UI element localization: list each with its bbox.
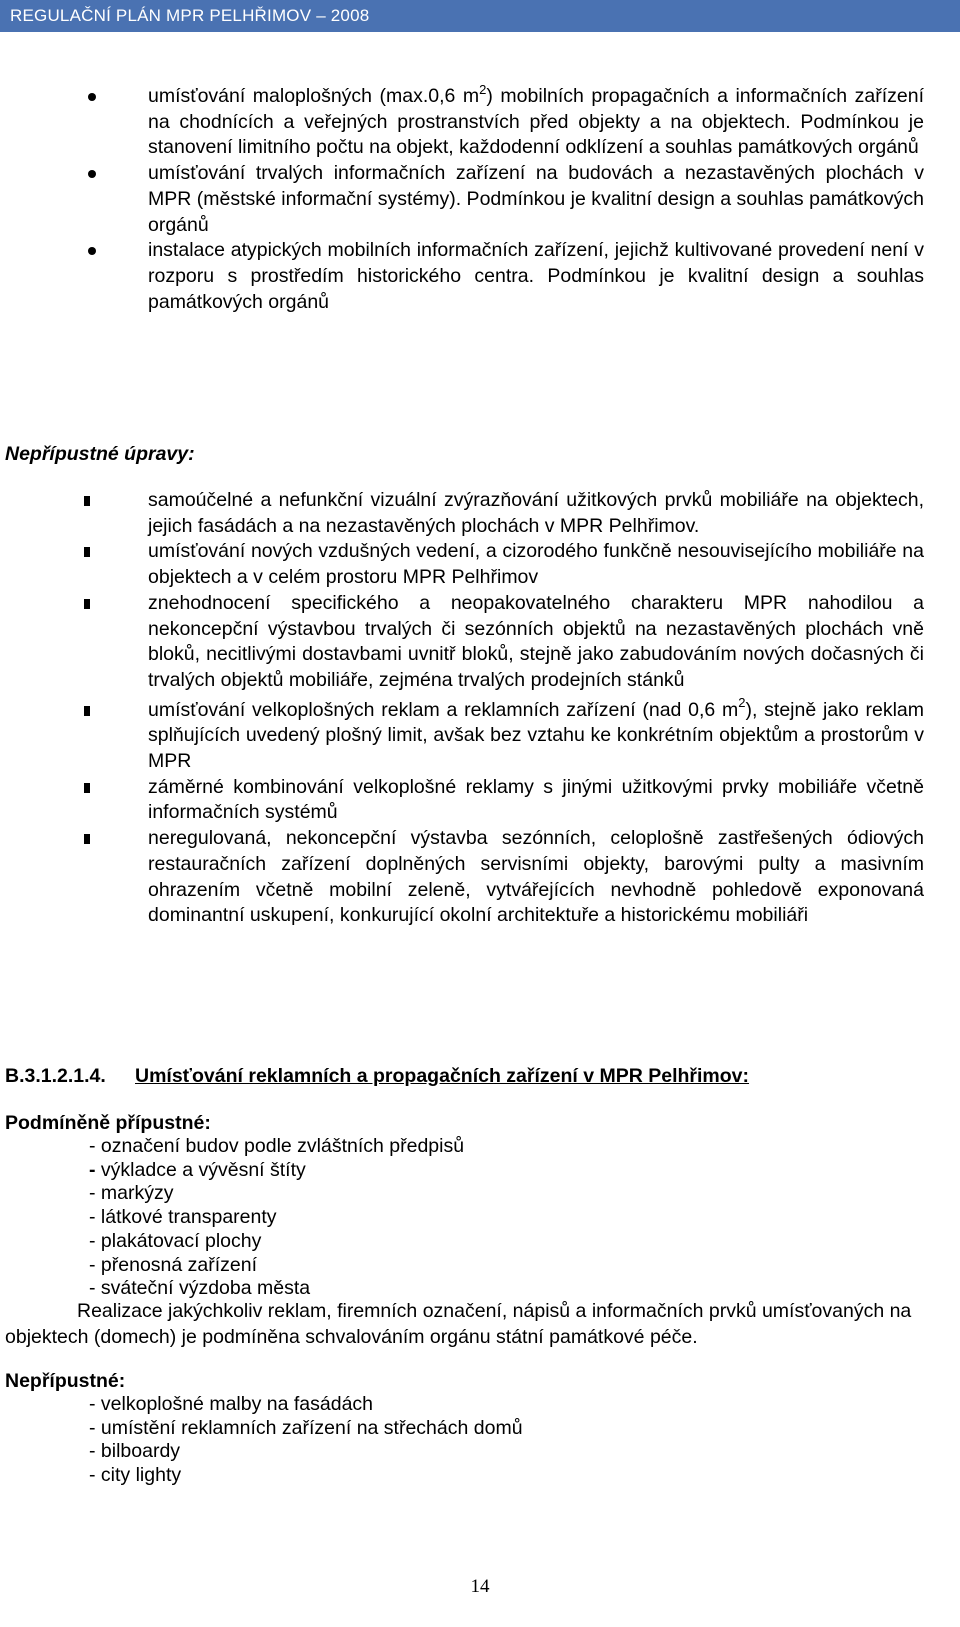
section-title xyxy=(5,1065,749,1088)
page-header: REGULAČNÍ PLÁN MPR PELHŘIMOV – 2008 xyxy=(0,0,960,32)
section-heading: Umísťování reklamních a propagačních zařízení v MPR Pelhřimov: xyxy=(135,1065,750,1087)
round-bullet-icon xyxy=(88,170,96,178)
list-item: umísťování trvalých informačních zařízení na budovách a nezastavěných plochách v MPR (městské informační systémy). Podmínkou je kvalitní design a souhlas památkových orgánů xyxy=(148,161,924,238)
list-item: - výkladce a vývěsní štíty xyxy=(89,1158,306,1181)
list-item: samoúčelné a nefunkční vizuální zvýrazňování užitkových prvků mobiliáře na objektech, jejich fasádách a na nezastavěných plochách v MPR Pelhřimov. xyxy=(148,488,924,539)
square-bullet-icon xyxy=(84,834,90,844)
conditional-label: Podmíněně přípustné: xyxy=(5,1112,211,1134)
list-item: znehodnocení specifického a neopakovatelného charakteru MPR nahodilou a nekoncepční výstavbou trvalých či sezónních objektů na nezastavěných plochách vně bloků, necitlivými dostavbami uvnitř bloků, stejně jako zabudováním nových dočasných či trvalých objektů mobiliáře, zejména trvalých prodejních stánků xyxy=(148,591,924,694)
approval-paragraph: Realizace jakýchkoliv reklam, firemních označení, nápisů a informačních prvků umísťovaných na objektech (domech) je podmíněna schvalováním orgánu státní památkové péče. xyxy=(5,1300,912,1348)
list-item: - přenosná zařízení xyxy=(89,1253,258,1276)
page-number: 14 xyxy=(470,1576,490,1597)
list-item: neregulovaná, nekoncepční výstavba sezónních, celoplošně zastřešených ódiových restauračních zařízení doplněných servisními objekty, barovými pulty a masivním ohrazením včetně mobilní zeleně, vytvářejících nevhodně pohledově exponovaná dominantní uskupení, konkurující okolní architektuře a historickému mobiliáři xyxy=(148,826,924,929)
list-item: - markýzy xyxy=(89,1182,174,1205)
square-bullet-list xyxy=(148,488,924,929)
round-bullet-icon xyxy=(88,93,96,101)
square-bullet-icon xyxy=(84,547,90,557)
not-allowed-list xyxy=(89,1393,523,1488)
square-bullet-icon xyxy=(84,783,90,793)
list-item: - bilboardy xyxy=(89,1440,181,1463)
list-item: záměrné kombinování velkoplošné reklamy s jinými užitkovými prvky mobiliáře včetně informačních systémů xyxy=(148,775,924,826)
list-item: - plakátovací plochy xyxy=(89,1229,262,1252)
square-bullet-icon xyxy=(84,706,90,716)
list-item: umísťování nových vzdušných vedení, a cizorodého funkčně nesouvisejícího mobiliáře na objektech a v celém prostoru MPR Pelhřimov xyxy=(148,539,924,590)
round-bullet-icon xyxy=(88,247,96,255)
conditional-list xyxy=(89,1135,464,1301)
list-item: instalace atypických mobilních informačních zařízení, jejichž kultivované provedení není v rozporu s prostředím historického centra. Podmínkou je kvalitní design a souhlas památkových orgánů xyxy=(148,238,924,315)
list-item: umísťování maloplošných (max.0,6 $m^2$) mobilních propagačních a informačních zařízení na chodnících a veřejných prostranstvích před objekty a na objektech. Podmínkou je stanovení limitního počtu na objekt, každodenní odklízení a souhlas památkových orgánů xyxy=(148,84,924,161)
inadmissible-heading: Nepřípustné úpravy: xyxy=(5,443,195,465)
not-allowed-label: Nepřípustné: xyxy=(5,1370,126,1392)
square-bullet-icon xyxy=(84,599,90,609)
list-item: - umístění reklamních zařízení na střechách domů xyxy=(89,1416,523,1439)
list-item: - látkové transparenty xyxy=(89,1206,277,1229)
square-bullet-icon xyxy=(84,496,90,506)
list-item: umísťování velkoplošných reklam a reklamních zařízení (nad 0,6 $m^2$), stejně jako reklam splňujících uvedený plošný limit, avšak bez vztahu ke konkrétním objektům a prostorům v MPR xyxy=(148,698,924,775)
list-item: - city lighty xyxy=(89,1464,182,1487)
list-item: - velkoplošné malby na fasádách xyxy=(89,1393,374,1415)
list-item: - označení budov podle zvláštních předpisů xyxy=(89,1135,465,1157)
section-number: B.3.1.2.1.4. xyxy=(5,1065,106,1087)
list-item: - sváteční výzdoba města xyxy=(89,1277,311,1300)
round-bullet-list xyxy=(148,81,924,315)
